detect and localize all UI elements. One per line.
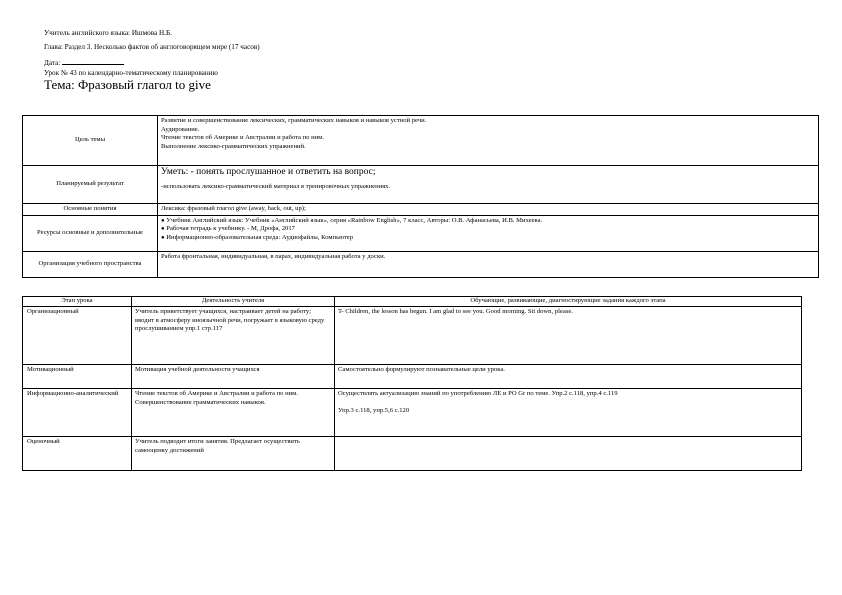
table-row (23, 251, 819, 277)
table-row (23, 204, 819, 216)
header-chapter: Глава: Раздел 3. Несколько фактов об англоговорящем мире (17 часов) (44, 43, 260, 51)
lesson-info-table (22, 115, 819, 278)
lesson-stages-table (22, 296, 802, 471)
table-row (23, 307, 802, 365)
column-header: Этап урока (23, 297, 132, 307)
bullet-icon: ● (161, 234, 165, 241)
tasks-cell (335, 389, 802, 437)
header-lesson: Урок № 43 по календарно-тематическому планированию (44, 69, 218, 77)
table-row (23, 116, 819, 166)
info-label: Цель темы (23, 116, 158, 166)
info-value (158, 166, 819, 204)
date-blank-line (62, 57, 124, 65)
tasks-cell (335, 437, 802, 471)
info-label: Планируемый результат (23, 166, 158, 204)
info-label: Организация учебного пространства (23, 251, 158, 277)
resource-text: Учебник Английский язык: Учебник «Английский язык», серия «Rainbow English», 7 класс, Авторы: О.В. Афанасьева, И.В. Михеева. (166, 216, 543, 224)
header-date (44, 57, 124, 68)
info-line: Чтение текстов об Америке и Австралии и работа по ним. (161, 134, 324, 142)
info-value (158, 215, 819, 251)
task-line: Осуществлять актуализацию знаний по употреблению ЛЕ и РО Gr по теме. Упр.2 с.118, упр.4 с.119 (338, 390, 618, 397)
header-teacher: Учитель английского языка: Ишмова Н.Б. (44, 29, 172, 37)
column-header: Обучающие, развивающие, диагностирующие задания каждого этапа (335, 297, 802, 307)
task-line: T- Children, the lesson has begun. I am glad to see you. Good morning. Sit down, please. (338, 308, 573, 315)
info-value (158, 116, 819, 166)
table-row (23, 166, 819, 204)
bullet-icon: ● (161, 217, 165, 224)
info-label: Ресурсы основные и дополнительные (23, 215, 158, 251)
resource-text: Рабочая тетрадь к учебнику. - М, Дрофа, 2017 (166, 225, 295, 233)
stage-cell: Информационно-аналитический (23, 389, 132, 437)
teacher-activity-cell: Учитель подводит итоги занятия. Предлагает осуществить самооценку достижений (132, 437, 335, 471)
table-row (23, 365, 802, 389)
tasks-cell (335, 307, 802, 365)
resource-item (161, 234, 815, 243)
resource-item (161, 225, 815, 234)
info-line: Выполнение лексико-грамматических упражнений. (161, 142, 306, 150)
teacher-activity-cell: Мотивация учебной деятельности учащихся (132, 365, 335, 389)
info-line: Аудирование. (161, 125, 200, 133)
teacher-activity-cell: Чтение текстов об Америке и Австралии и работа по ним. Совершенствование грамматических навыков. (132, 389, 335, 437)
info-value: Работа фронтальная, индивидуальная, в парах, индивидуальная работа у доски. (158, 251, 819, 277)
lesson-topic-title: Тема: Фразовый глагол to give (44, 77, 211, 92)
task-line: Самостоятельно формулируют познавательные цели урока. (338, 366, 505, 373)
info-line: Развитие и совершенствование лексических, грамматических навыков и навыков устной речи. (161, 117, 427, 124)
resource-item (161, 217, 815, 226)
bullet-icon: ● (161, 226, 165, 233)
tasks-cell (335, 365, 802, 389)
info-line: -использовать лексико-грамматический материал в тренировочных упражнениях. (161, 183, 391, 190)
stage-cell: Оценочный (23, 437, 132, 471)
teacher-activity-cell: Учитель приветствует учащихся, настраивает детей на работу; вводит в атмосферу иноязычной речи, погружает в языковую среду прослушиванием упр.1 стр.117 (132, 307, 335, 365)
table-row (23, 215, 819, 251)
info-value: Лексика: фразовый глагол give (away, back, out, up); (158, 204, 819, 216)
column-header: Деятельность учителя (132, 297, 335, 307)
info-line: Уметь: - понять прослушанное и ответить на вопрос; (161, 167, 376, 177)
table-header-row (23, 297, 802, 307)
task-line: Упр.3 с.118, упр.5,6 с.120 (338, 406, 410, 414)
table-row (23, 437, 802, 471)
stage-cell: Организационный (23, 307, 132, 365)
date-label: Дата: (44, 59, 61, 67)
table-row (23, 389, 802, 437)
stage-cell: Мотивационный (23, 365, 132, 389)
info-label: Основные понятия (23, 204, 158, 216)
resource-text: Информационно-образовательная среда: Аудиофайлы, Компьютер (166, 233, 354, 241)
